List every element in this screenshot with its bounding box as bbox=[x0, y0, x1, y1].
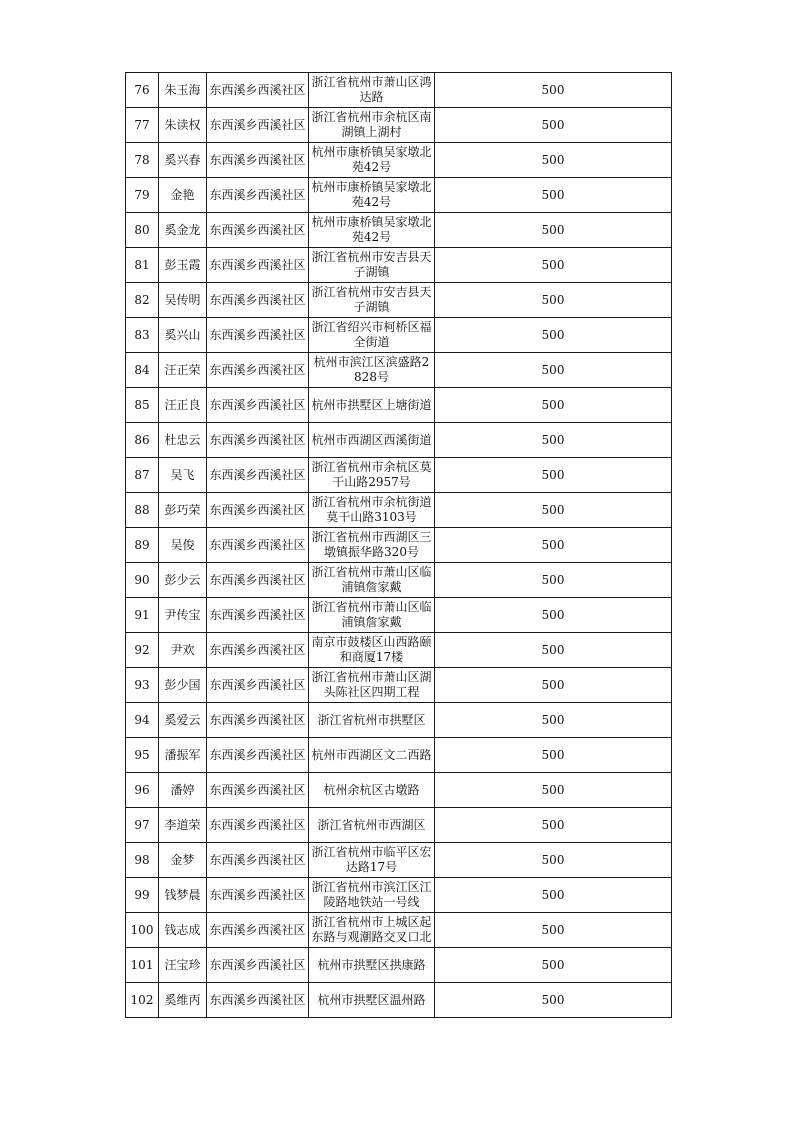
address-cell bbox=[309, 353, 435, 388]
amount-cell: 500 bbox=[435, 248, 672, 283]
address-cell bbox=[309, 738, 435, 773]
address-cell bbox=[309, 843, 435, 878]
amount-cell: 500 bbox=[435, 913, 672, 948]
address-cell bbox=[309, 983, 435, 1018]
address-text: 浙江省杭州市安吉县天子湖镇 bbox=[311, 285, 432, 314]
table-row bbox=[126, 248, 672, 283]
amount-cell: 500 bbox=[435, 143, 672, 178]
row-number-cell: 76 bbox=[126, 73, 159, 108]
address-cell bbox=[309, 598, 435, 633]
amount-cell: 500 bbox=[435, 948, 672, 983]
person-name-cell: 金艳 bbox=[159, 178, 207, 213]
row-number-cell: 93 bbox=[126, 668, 159, 703]
person-name-cell: 奚爱云 bbox=[159, 703, 207, 738]
row-number-cell: 90 bbox=[126, 563, 159, 598]
person-name-cell: 奚金龙 bbox=[159, 213, 207, 248]
row-number-cell: 102 bbox=[126, 983, 159, 1018]
table-row bbox=[126, 388, 672, 423]
address-text: 浙江省杭州市萧山区鸿达路 bbox=[311, 75, 432, 104]
table-row bbox=[126, 423, 672, 458]
amount-cell: 500 bbox=[435, 73, 672, 108]
person-name-cell: 彭少国 bbox=[159, 668, 207, 703]
row-number-cell: 89 bbox=[126, 528, 159, 563]
address-cell bbox=[309, 703, 435, 738]
community-unit-cell: 东西溪乡西溪社区 bbox=[207, 423, 309, 458]
community-unit-cell: 东西溪乡西溪社区 bbox=[207, 73, 309, 108]
address-text: 浙江省杭州市拱墅区 bbox=[317, 712, 426, 727]
amount-cell: 500 bbox=[435, 598, 672, 633]
community-unit-cell: 东西溪乡西溪社区 bbox=[207, 738, 309, 773]
address-cell bbox=[309, 878, 435, 913]
address-text: 浙江省杭州市余杭街道莫干山路3103号 bbox=[311, 495, 432, 524]
community-unit-cell: 东西溪乡西溪社区 bbox=[207, 143, 309, 178]
amount-cell: 500 bbox=[435, 843, 672, 878]
address-cell bbox=[309, 948, 435, 983]
community-unit-cell: 东西溪乡西溪社区 bbox=[207, 493, 309, 528]
address-text: 浙江省杭州市安吉县天子湖镇 bbox=[311, 250, 432, 279]
amount-cell: 500 bbox=[435, 283, 672, 318]
address-text: 浙江省杭州市西湖区 bbox=[317, 817, 426, 832]
table-row bbox=[126, 843, 672, 878]
amount-cell: 500 bbox=[435, 668, 672, 703]
person-name-cell: 朱读权 bbox=[159, 108, 207, 143]
address-text: 杭州市拱墅区上塘街道 bbox=[311, 397, 432, 412]
person-name-cell: 汪宝珍 bbox=[159, 948, 207, 983]
row-number-cell: 84 bbox=[126, 353, 159, 388]
table-row bbox=[126, 318, 672, 353]
row-number-cell: 92 bbox=[126, 633, 159, 668]
row-number-cell: 78 bbox=[126, 143, 159, 178]
address-text: 杭州市西湖区文二西路 bbox=[311, 747, 432, 762]
address-cell bbox=[309, 73, 435, 108]
community-unit-cell: 东西溪乡西溪社区 bbox=[207, 178, 309, 213]
address-text: 杭州余杭区古墩路 bbox=[323, 782, 420, 797]
address-text: 南京市鼓楼区山西路颐和商厦17楼 bbox=[311, 635, 432, 664]
person-name-cell: 尹传宝 bbox=[159, 598, 207, 633]
address-text: 浙江省杭州市余杭区莫干山路2957号 bbox=[311, 460, 432, 489]
community-unit-cell: 东西溪乡西溪社区 bbox=[207, 353, 309, 388]
row-number-cell: 95 bbox=[126, 738, 159, 773]
person-name-cell: 吴俊 bbox=[159, 528, 207, 563]
amount-cell: 500 bbox=[435, 493, 672, 528]
amount-cell: 500 bbox=[435, 388, 672, 423]
table-row bbox=[126, 353, 672, 388]
person-name-cell: 吴飞 bbox=[159, 458, 207, 493]
address-cell bbox=[309, 143, 435, 178]
community-unit-cell: 东西溪乡西溪社区 bbox=[207, 808, 309, 843]
amount-cell: 500 bbox=[435, 213, 672, 248]
table-row bbox=[126, 598, 672, 633]
address-cell bbox=[309, 563, 435, 598]
address-text: 浙江省杭州市滨江区江陵路地铁站一号线 bbox=[311, 880, 432, 909]
row-number-cell: 86 bbox=[126, 423, 159, 458]
roster-body bbox=[126, 73, 672, 1018]
person-name-cell: 杜忠云 bbox=[159, 423, 207, 458]
table-row bbox=[126, 73, 672, 108]
community-unit-cell: 东西溪乡西溪社区 bbox=[207, 318, 309, 353]
address-text: 浙江省杭州市萧山区湖头陈社区四期工程 bbox=[311, 670, 432, 699]
community-unit-cell: 东西溪乡西溪社区 bbox=[207, 563, 309, 598]
address-cell bbox=[309, 913, 435, 948]
table-row bbox=[126, 283, 672, 318]
address-text: 浙江省绍兴市柯桥区福全街道 bbox=[311, 320, 432, 349]
table-row bbox=[126, 703, 672, 738]
community-unit-cell: 东西溪乡西溪社区 bbox=[207, 248, 309, 283]
address-text: 浙江省杭州市上城区起东路与观潮路交叉口北 bbox=[311, 915, 432, 944]
row-number-cell: 94 bbox=[126, 703, 159, 738]
row-number-cell: 83 bbox=[126, 318, 159, 353]
community-unit-cell: 东西溪乡西溪社区 bbox=[207, 458, 309, 493]
address-cell bbox=[309, 318, 435, 353]
amount-cell: 500 bbox=[435, 633, 672, 668]
amount-cell: 500 bbox=[435, 458, 672, 493]
address-cell bbox=[309, 808, 435, 843]
amount-cell: 500 bbox=[435, 528, 672, 563]
amount-cell: 500 bbox=[435, 318, 672, 353]
row-number-cell: 77 bbox=[126, 108, 159, 143]
address-cell bbox=[309, 458, 435, 493]
table-row bbox=[126, 143, 672, 178]
person-name-cell: 潘婷 bbox=[159, 773, 207, 808]
row-number-cell: 101 bbox=[126, 948, 159, 983]
address-text: 杭州市康桥镇吴家墩北苑42号 bbox=[311, 180, 432, 209]
address-text: 浙江省杭州市萧山区临浦镇詹家戴 bbox=[311, 565, 432, 594]
amount-cell: 500 bbox=[435, 773, 672, 808]
community-unit-cell: 东西溪乡西溪社区 bbox=[207, 843, 309, 878]
address-cell bbox=[309, 213, 435, 248]
address-cell bbox=[309, 178, 435, 213]
row-number-cell: 91 bbox=[126, 598, 159, 633]
table-row bbox=[126, 178, 672, 213]
address-cell bbox=[309, 283, 435, 318]
community-unit-cell: 东西溪乡西溪社区 bbox=[207, 878, 309, 913]
address-text: 杭州市西湖区西溪街道 bbox=[311, 432, 432, 447]
person-name-cell: 彭少云 bbox=[159, 563, 207, 598]
community-unit-cell: 东西溪乡西溪社区 bbox=[207, 668, 309, 703]
person-name-cell: 汪正荣 bbox=[159, 353, 207, 388]
amount-cell: 500 bbox=[435, 178, 672, 213]
row-number-cell: 100 bbox=[126, 913, 159, 948]
table-row bbox=[126, 528, 672, 563]
person-name-cell: 奚维丙 bbox=[159, 983, 207, 1018]
address-cell bbox=[309, 528, 435, 563]
amount-cell: 500 bbox=[435, 563, 672, 598]
community-unit-cell: 东西溪乡西溪社区 bbox=[207, 108, 309, 143]
table-row bbox=[126, 633, 672, 668]
address-text: 浙江省杭州市西湖区三墩镇振华路320号 bbox=[311, 530, 432, 559]
community-unit-cell: 东西溪乡西溪社区 bbox=[207, 528, 309, 563]
amount-cell: 500 bbox=[435, 878, 672, 913]
address-cell bbox=[309, 633, 435, 668]
amount-cell: 500 bbox=[435, 738, 672, 773]
person-name-cell: 彭玉霞 bbox=[159, 248, 207, 283]
table-row bbox=[126, 808, 672, 843]
table-row bbox=[126, 738, 672, 773]
table-row bbox=[126, 213, 672, 248]
community-unit-cell: 东西溪乡西溪社区 bbox=[207, 948, 309, 983]
person-name-cell: 钱梦晨 bbox=[159, 878, 207, 913]
address-cell bbox=[309, 773, 435, 808]
address-cell bbox=[309, 423, 435, 458]
person-name-cell: 朱玉海 bbox=[159, 73, 207, 108]
row-number-cell: 96 bbox=[126, 773, 159, 808]
community-unit-cell: 东西溪乡西溪社区 bbox=[207, 773, 309, 808]
community-unit-cell: 东西溪乡西溪社区 bbox=[207, 283, 309, 318]
address-cell bbox=[309, 493, 435, 528]
amount-cell: 500 bbox=[435, 353, 672, 388]
row-number-cell: 99 bbox=[126, 878, 159, 913]
address-text: 杭州市滨江区滨盛路2828号 bbox=[313, 355, 430, 384]
person-name-cell: 李道荣 bbox=[159, 808, 207, 843]
address-cell bbox=[309, 108, 435, 143]
community-unit-cell: 东西溪乡西溪社区 bbox=[207, 703, 309, 738]
amount-cell: 500 bbox=[435, 423, 672, 458]
person-name-cell: 尹欢 bbox=[159, 633, 207, 668]
address-text: 杭州市康桥镇吴家墩北苑42号 bbox=[311, 145, 432, 174]
amount-cell: 500 bbox=[435, 703, 672, 738]
person-name-cell: 潘振军 bbox=[159, 738, 207, 773]
address-cell bbox=[309, 668, 435, 703]
table-row bbox=[126, 983, 672, 1018]
amount-cell: 500 bbox=[435, 808, 672, 843]
table-row bbox=[126, 458, 672, 493]
person-name-cell: 奚兴春 bbox=[159, 143, 207, 178]
address-cell bbox=[309, 248, 435, 283]
row-number-cell: 87 bbox=[126, 458, 159, 493]
address-text: 杭州市拱墅区拱康路 bbox=[317, 957, 426, 972]
row-number-cell: 88 bbox=[126, 493, 159, 528]
row-number-cell: 85 bbox=[126, 388, 159, 423]
community-unit-cell: 东西溪乡西溪社区 bbox=[207, 983, 309, 1018]
address-text: 浙江省杭州市余杭区南湖镇上湖村 bbox=[311, 110, 432, 139]
community-unit-cell: 东西溪乡西溪社区 bbox=[207, 598, 309, 633]
table-row bbox=[126, 563, 672, 598]
address-text: 杭州市拱墅区温州路 bbox=[317, 992, 426, 1007]
table-row bbox=[126, 913, 672, 948]
table-row bbox=[126, 108, 672, 143]
row-number-cell: 79 bbox=[126, 178, 159, 213]
person-name-cell: 钱志成 bbox=[159, 913, 207, 948]
row-number-cell: 82 bbox=[126, 283, 159, 318]
row-number-cell: 98 bbox=[126, 843, 159, 878]
address-text: 浙江省杭州市临平区宏达路17号 bbox=[311, 845, 432, 874]
table-row bbox=[126, 773, 672, 808]
amount-cell: 500 bbox=[435, 108, 672, 143]
person-name-cell: 汪正良 bbox=[159, 388, 207, 423]
row-number-cell: 97 bbox=[126, 808, 159, 843]
community-unit-cell: 东西溪乡西溪社区 bbox=[207, 913, 309, 948]
table-row bbox=[126, 493, 672, 528]
person-name-cell: 奚兴山 bbox=[159, 318, 207, 353]
person-name-cell: 吴传明 bbox=[159, 283, 207, 318]
table-row bbox=[126, 668, 672, 703]
person-name-cell: 金梦 bbox=[159, 843, 207, 878]
person-name-cell: 彭巧荣 bbox=[159, 493, 207, 528]
community-unit-cell: 东西溪乡西溪社区 bbox=[207, 213, 309, 248]
row-number-cell: 81 bbox=[126, 248, 159, 283]
table-row bbox=[126, 878, 672, 913]
subsidy-roster-table bbox=[125, 72, 672, 1018]
community-unit-cell: 东西溪乡西溪社区 bbox=[207, 388, 309, 423]
address-text: 浙江省杭州市萧山区临浦镇詹家戴 bbox=[311, 600, 432, 629]
table-row bbox=[126, 948, 672, 983]
row-number-cell: 80 bbox=[126, 213, 159, 248]
address-cell bbox=[309, 388, 435, 423]
community-unit-cell: 东西溪乡西溪社区 bbox=[207, 633, 309, 668]
amount-cell: 500 bbox=[435, 983, 672, 1018]
address-text: 杭州市康桥镇吴家墩北苑42号 bbox=[311, 215, 432, 244]
